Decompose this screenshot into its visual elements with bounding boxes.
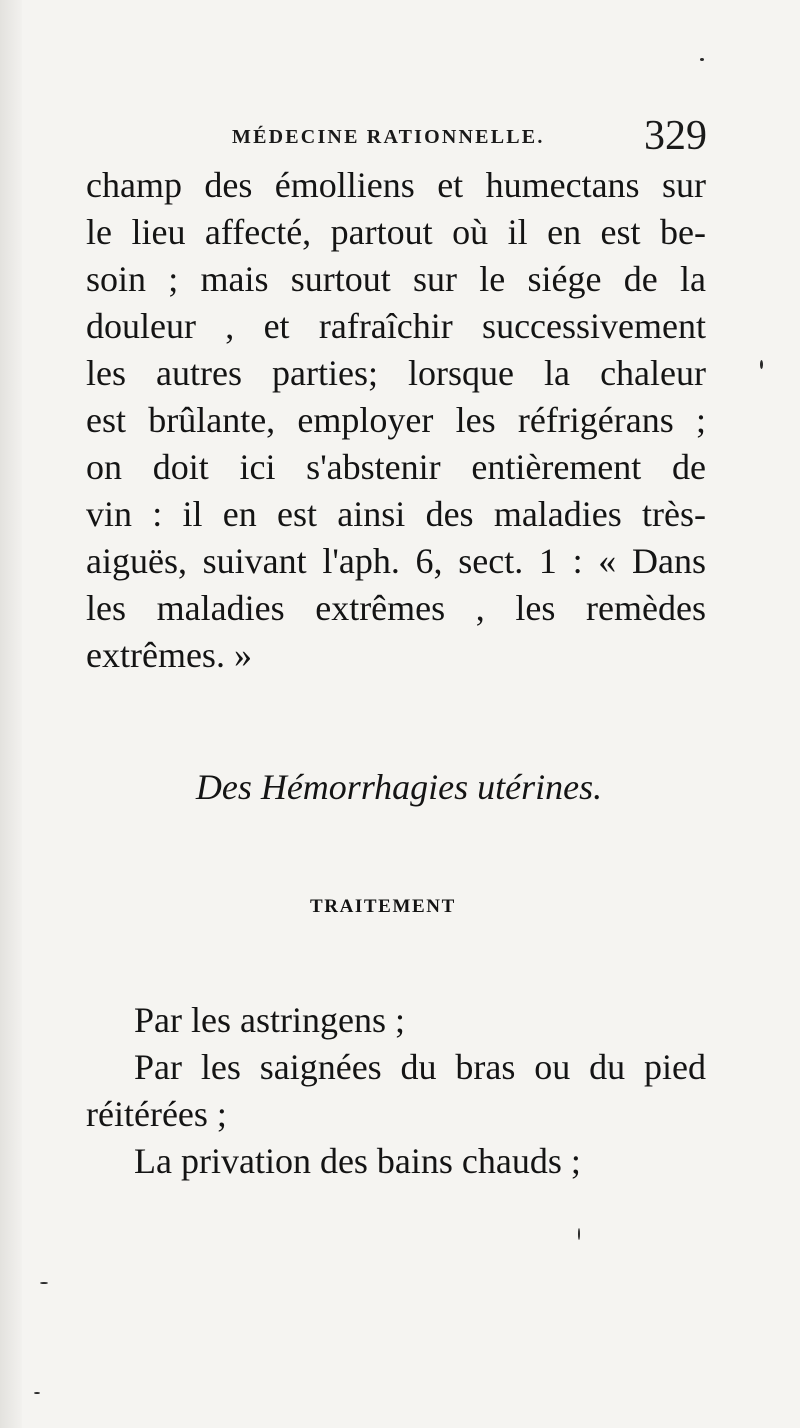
text-line: on doit ici s'abstenir entièrement de [86,447,706,487]
page-number: 329 [644,113,707,159]
section-title [0,766,800,808]
running-head: MÉDECINE RATIONNELLE. [232,126,545,148]
list-item: Par les saignées du bras ou du pied [134,1047,706,1087]
list-item: La privation des bains chauds ; [134,1141,581,1181]
body-paragraph [86,162,706,679]
text-line: douleur , et rafraîchir successivement [86,306,706,346]
text-line: est brûlante, employer les réfrigérans ; [86,400,706,440]
list-item: Par les astringens ; [134,1000,405,1040]
list-item-continuation: réitérées ; [86,1094,227,1134]
text-line: les maladies extrêmes , les remèdes [86,588,706,628]
treatment-list [86,997,706,1185]
page-gutter-shadow [0,0,22,1428]
text-line: champ des émolliens et humectans sur [86,165,706,205]
text-line: extrêmes. » [86,635,252,675]
text-line: les autres parties; lorsque la chaleur [86,353,706,393]
page-header [232,112,712,162]
subheading: TRAITEMENT [310,896,456,917]
text-line: soin ; mais surtout sur le siége de la [86,259,706,299]
text-line: vin : il en est ainsi des maladies très- [86,494,706,534]
section-title-text: Des Hémorrhagies utérines. [195,767,603,807]
text-line: aiguës, suivant l'aph. 6, sect. 1 : « Dans [86,541,706,581]
text-line: le lieu affecté, partout où il en est be- [86,212,706,252]
